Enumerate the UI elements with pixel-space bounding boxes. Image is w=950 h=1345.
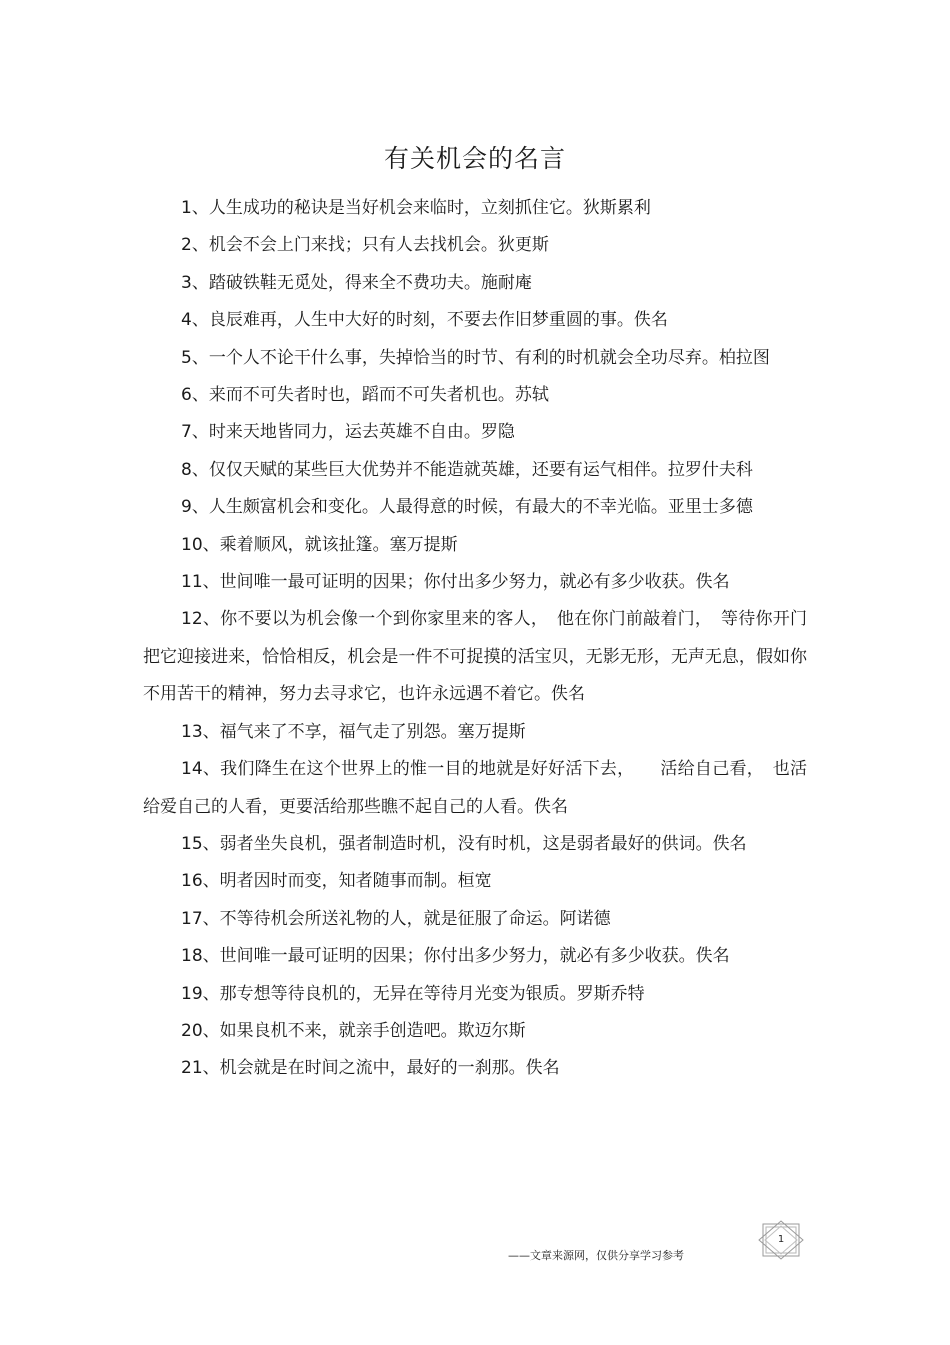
list-item: 12、你不要以为机会像一个到你家里来的客人， 他在你门前敲着门， 等待你开门把它迎接进来，恰恰相反，机会是一件不可捉摸的活宝贝，无影无形，无声无息，假如你不用苦干的精神，努力去寻求它，也许永远遇不着它。佚名 [143, 609, 807, 705]
list-item: 13、福气来了不享，福气走了别怨。塞万提斯 [181, 721, 526, 742]
list-item: 16、明者因时而变，知者随事而制。桓宽 [181, 871, 492, 892]
list-item: 7、时来天地皆同力，运去英雄不自由。罗隐 [181, 422, 515, 443]
list-item: 14、我们降生在这个世界上的惟一目的地就是好好活下去， 活给自己看， 也活给爱自己的人看，更要活给那些瞧不起自己的人看。佚名 [143, 759, 807, 817]
list-item: 10、乘着顺风，就该扯篷。塞万提斯 [181, 534, 458, 555]
quote-list [143, 190, 807, 1088]
list-item: 4、良辰难再，人生中大好的时刻，不要去作旧梦重圆的事。佚名 [181, 310, 668, 331]
page-title: 有关机会的名言 [383, 144, 566, 173]
list-item: 1、人生成功的秘诀是当好机会来临时，立刻抓住它。狄斯累利 [181, 198, 651, 218]
page-number-badge [757, 1220, 805, 1260]
list-item: 17、不等待机会所送礼物的人，就是征服了命运。阿诺德 [181, 908, 611, 929]
list-item: 2、机会不会上门来找；只有人去找机会。狄更斯 [181, 235, 549, 256]
list-item: 9、人生颇富机会和变化。人最得意的时候，有最大的不幸光临。亚里士多德 [181, 497, 753, 518]
page-number: 1 [777, 1234, 785, 1245]
list-item: 19、那专想等待良机的，无异在等待月光变为银质。罗斯乔特 [181, 983, 645, 1004]
list-item: 8、仅仅天赋的某些巨大优势并不能造就英雄，还要有运气相伴。拉罗什夫科 [181, 459, 753, 480]
list-item: 6、来而不可失者时也，蹈而不可失者机也。苏轼 [181, 385, 549, 406]
list-item: 5、一个人不论干什么事，失掉恰当的时节、有利的时机就会全功尽弃。柏拉图 [181, 347, 770, 368]
list-item: 15、弱者坐失良机，强者制造时机，没有时机，这是弱者最好的供词。佚名 [181, 833, 747, 854]
list-item: 3、踏破铁鞋无觅处，得来全不费功夫。施耐庵 [181, 272, 532, 293]
list-item: 11、世间唯一最可证明的因果；你付出多少努力，就必有多少收获。佚名 [181, 572, 730, 593]
list-item: 21、机会就是在时间之流中，最好的一刹那。佚名 [181, 1058, 560, 1079]
list-item: 20、如果良机不来，就亲手创造吧。欺迈尔斯 [181, 1020, 526, 1041]
footer-source-note: ——文章来源网，仅供分享学习参考 [508, 1249, 684, 1262]
list-item: 18、世间唯一最可证明的因果；你付出多少努力，就必有多少收获。佚名 [181, 946, 730, 967]
